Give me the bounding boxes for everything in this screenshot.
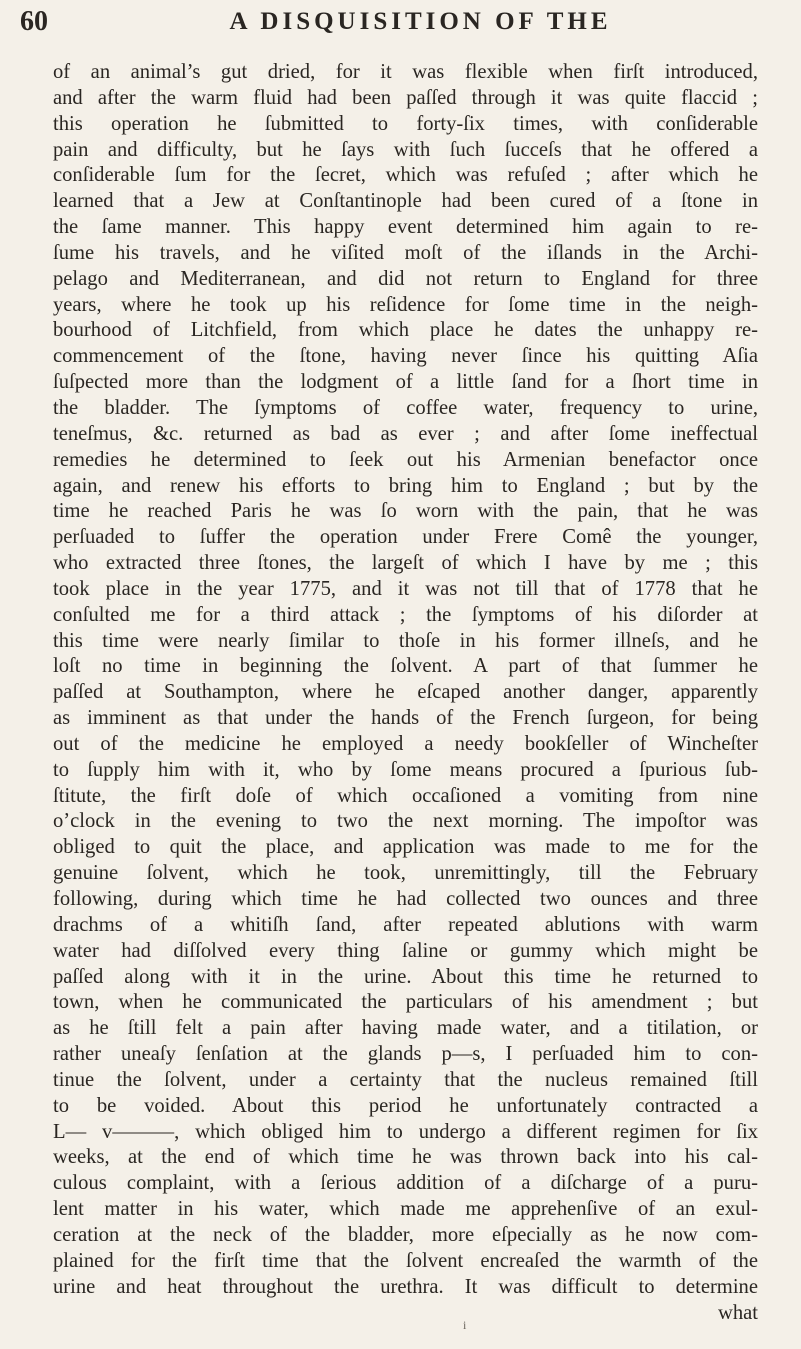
text-line: plained for the firſt time that the ſolvent encreaſed the warmth of the — [53, 1249, 758, 1272]
text-line: as imminent as that under the hands of the French ſurgeon, for being — [53, 707, 758, 730]
text-line: the bladder. The ſymptoms of coffee water, frequency to urine, — [53, 396, 758, 419]
text-line: ſume his travels, and he viſited moſt of the iſlands in the Archi- — [53, 241, 758, 264]
text-line: rather uneaſy ſenſation at the glands p—s, I perſuaded him to con- — [53, 1043, 758, 1066]
text-line: weeks, at the end of which time he was thrown back into his cal- — [53, 1146, 758, 1169]
text-line: the ſame manner. This happy event determined him again to re- — [53, 216, 758, 239]
text-line: town, when he communicated the particulars of his amendment ; but — [53, 991, 758, 1014]
text-line: tinue the ſolvent, under a certainty that the nucleus remained ſtill — [53, 1068, 758, 1091]
text-line: years, where he took up his reſidence for ſome time in the neigh- — [53, 293, 758, 316]
text-line: conſulted me for a third attack ; the ſymptoms of his diſorder at — [53, 603, 758, 626]
text-line: this time were nearly ſimilar to thoſe in his former illneſs, and he — [53, 629, 758, 652]
text-line: paſſed at Southampton, where he eſcaped another danger, apparently — [53, 681, 758, 704]
text-line: pain and difficulty, but he ſays with ſuch ſucceſs that he offered a — [53, 138, 758, 161]
text-line: perſuaded to ſuffer the operation under Frere Comê the younger, — [53, 526, 758, 549]
text-line: ſuſpected more than the lodgment of a little ſand for a ſhort time in — [53, 371, 758, 394]
page-header — [20, 6, 781, 46]
catchword: what — [717, 1301, 758, 1324]
text-line: conſiderable ſum for the ſecret, which was refuſed ; after which he — [53, 164, 758, 187]
text-line: of an animal’s gut dried, for it was flexible when firſt introduced, — [53, 61, 758, 83]
text-line: ſtitute, the firſt doſe of which occaſioned a vomiting from nine — [53, 784, 758, 807]
text-line: ceration at the neck of the bladder, more eſpecially as he now com- — [53, 1223, 758, 1246]
text-line: to be voided. About this period he unfortunately contracted a — [53, 1094, 758, 1117]
running-head: A DISQUISITION OF THE — [229, 8, 612, 35]
text-line: L— v———, which obliged him to undergo a different regimen for ſix — [53, 1120, 758, 1143]
text-line: learned that a Jew at Conſtantinople had been cured of a ſtone in — [53, 190, 758, 213]
text-line: this operation he ſubmitted to forty-ſix times, with conſiderable — [53, 112, 758, 135]
text-line: urine and heat throughout the urethra. It was difficult to determine — [53, 1275, 758, 1298]
text-line: who extracted three ſtones, the largeſt of which I have by me ; this — [53, 552, 758, 575]
text-line: commencement of the ſtone, having never ſince his quitting Aſia — [53, 345, 758, 368]
text-line: loſt no time in beginning the ſolvent. A part of that ſummer he — [53, 655, 758, 678]
text-line: and after the warm fluid had been paſſed through it was quite flaccid ; — [53, 86, 758, 109]
text-line: culous complaint, with a ſerious addition of a diſcharge of a puru- — [53, 1172, 758, 1195]
text-line: following, during which time he had collected two ounces and three — [53, 888, 758, 910]
text-line: drachms of a whitiſh ſand, after repeated ablutions with warm — [53, 913, 758, 936]
text-line: o’clock in the evening to two the next morning. The impoſtor was — [53, 810, 758, 833]
text-line: pelago and Mediterranean, and did not return to England for three — [53, 267, 758, 290]
text-line: took place in the year 1775, and it was not till that of 1778 that he — [53, 577, 758, 600]
text-line: out of the medicine he employed a needy bookſeller of Wincheſter — [53, 732, 758, 755]
text-line: as he ſtill felt a pain after having made water, and a titilation, or — [53, 1017, 758, 1040]
body-text — [53, 60, 758, 1326]
text-line: bourhood of Litchfield, from which place he dates the unhappy re- — [53, 319, 758, 342]
text-line: again, and renew his efforts to bring him to England ; but by the — [53, 474, 758, 497]
text-line: genuine ſolvent, which he took, unremittingly, till the February — [53, 862, 758, 885]
signature-mark: i — [463, 1318, 467, 1332]
text-line: water had diſſolved every thing ſaline or gummy which might be — [53, 939, 758, 962]
page-number: 60 — [20, 6, 48, 37]
text-line: paſſed along with it in the urine. About this time he returned to — [53, 965, 758, 988]
text-line: teneſmus, &c. returned as bad as ever ; and after ſome ineffectual — [53, 422, 758, 445]
text-line: remedies he determined to ſeek out his Armenian benefactor once — [53, 448, 758, 471]
text-line: to ſupply him with it, who by ſome means procured a ſpurious ſub- — [53, 758, 758, 781]
text-line: lent matter in his water, which made me apprehenſive of an exul- — [53, 1198, 758, 1221]
text-line: obliged to quit the place, and application was made to me for the — [53, 836, 758, 859]
text-line: time he reached Paris he was ſo worn with the pain, that he was — [53, 500, 758, 523]
